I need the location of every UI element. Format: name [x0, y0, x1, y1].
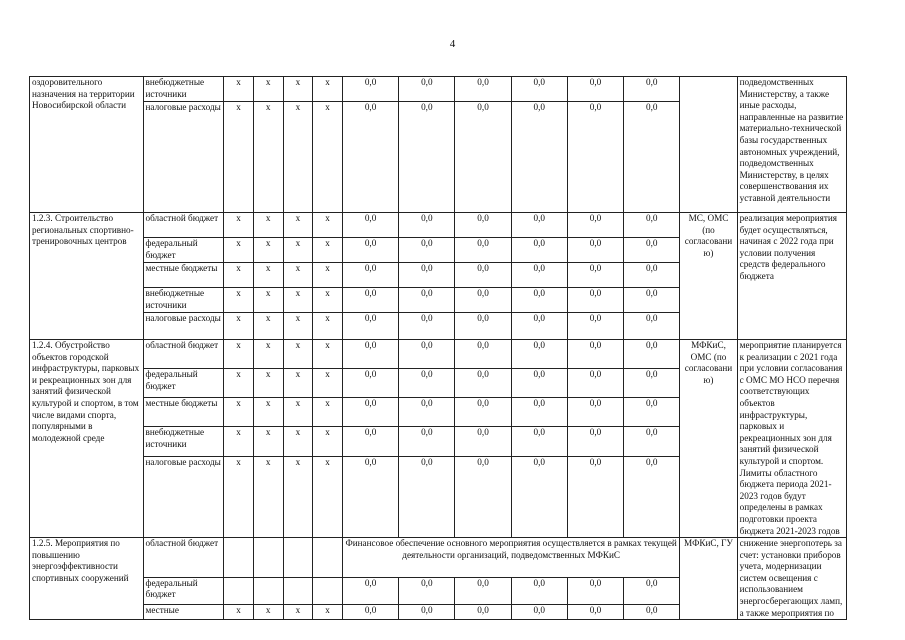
amount-value: 0,0: [567, 313, 623, 340]
empty-cell: [313, 577, 343, 604]
amount-value: 0,0: [567, 263, 623, 288]
page-number: 4: [449, 38, 456, 50]
amount-value: 0,0: [511, 427, 567, 456]
x-mark: x: [224, 313, 254, 340]
amount-value: 0,0: [455, 604, 511, 619]
empty-cell: [283, 577, 313, 604]
measure-name: оздоровительного назначения на территории Новосибирской области: [30, 77, 144, 213]
amount-value: 0,0: [342, 398, 398, 427]
amount-value: 0,0: [399, 77, 455, 102]
x-mark: x: [253, 369, 283, 398]
amount-value: 0,0: [511, 288, 567, 313]
funding-source: внебюджетные источники: [143, 288, 224, 313]
amount-value: 0,0: [624, 288, 680, 313]
measure-name: 1.2.5. Мероприятия по повышению энергоэффективности спортивных сооружений: [30, 538, 144, 620]
amount-value: 0,0: [342, 263, 398, 288]
amount-value: 0,0: [455, 288, 511, 313]
x-mark: x: [313, 263, 343, 288]
amount-value: 0,0: [399, 577, 455, 604]
amount-value: 0,0: [455, 577, 511, 604]
financing-note: Финансовое обеспечение основного мероприятия осуществляется в рамках текущей деятельности организаций, подведомственных МФКиС: [342, 538, 679, 577]
x-mark: x: [253, 238, 283, 263]
amount-value: 0,0: [624, 102, 680, 213]
amount-value: 0,0: [342, 577, 398, 604]
amount-value: 0,0: [455, 427, 511, 456]
x-mark: x: [313, 427, 343, 456]
x-mark: x: [283, 369, 313, 398]
amount-value: 0,0: [624, 398, 680, 427]
amount-value: 0,0: [342, 340, 398, 369]
note-text: снижение энергопотерь за счет: установки приборов учета, модернизации систем освещения с использованием энергосберегающих ламп, а также мероприятия по: [737, 538, 846, 620]
amount-value: 0,0: [399, 340, 455, 369]
amount-value: 0,0: [624, 213, 680, 238]
x-mark: x: [224, 102, 254, 213]
x-mark: x: [224, 340, 254, 369]
amount-value: 0,0: [567, 604, 623, 619]
x-mark: x: [224, 427, 254, 456]
amount-value: 0,0: [455, 263, 511, 288]
x-mark: x: [253, 77, 283, 102]
x-mark: x: [283, 288, 313, 313]
x-mark: x: [253, 102, 283, 213]
x-mark: x: [224, 213, 254, 238]
x-mark: x: [253, 456, 283, 538]
amount-value: 0,0: [624, 263, 680, 288]
amount-value: 0,0: [342, 456, 398, 538]
amount-value: 0,0: [455, 313, 511, 340]
measure-name: 1.2.4. Обустройство объектов городской инфраструктуры, парковых и рекреационных зон для занятий физической культурой и спортом, в том числе видами спорта, популярными в молодежной среде: [30, 340, 144, 538]
amount-value: 0,0: [399, 313, 455, 340]
amount-value: 0,0: [455, 102, 511, 213]
table-row: [30, 538, 847, 577]
x-mark: x: [253, 427, 283, 456]
x-mark: x: [224, 288, 254, 313]
x-mark: x: [283, 398, 313, 427]
amount-value: 0,0: [342, 288, 398, 313]
amount-value: 0,0: [511, 577, 567, 604]
amount-value: 0,0: [455, 340, 511, 369]
amount-value: 0,0: [342, 102, 398, 213]
amount-value: 0,0: [399, 369, 455, 398]
amount-value: 0,0: [342, 213, 398, 238]
executor-cell: МФКиС, ГУ: [680, 538, 737, 620]
x-mark: x: [283, 456, 313, 538]
amount-value: 0,0: [567, 427, 623, 456]
measure-name: 1.2.3. Строительство региональных спортивно-тренировочных центров: [30, 213, 144, 340]
note-text: реализация мероприятия будет осуществляться, начиная с 2022 года при условии получения средств федерального бюджета: [737, 213, 846, 340]
x-mark: x: [283, 604, 313, 619]
amount-value: 0,0: [342, 313, 398, 340]
x-mark: x: [283, 102, 313, 213]
x-mark: x: [313, 398, 343, 427]
x-mark: x: [283, 340, 313, 369]
empty-cell: [224, 538, 254, 577]
x-mark: x: [283, 238, 313, 263]
funding-source: местные: [143, 604, 224, 619]
x-mark: x: [253, 398, 283, 427]
amount-value: 0,0: [567, 340, 623, 369]
amount-value: 0,0: [567, 369, 623, 398]
x-mark: x: [313, 369, 343, 398]
amount-value: 0,0: [455, 238, 511, 263]
x-mark: x: [283, 213, 313, 238]
amount-value: 0,0: [567, 288, 623, 313]
amount-value: 0,0: [455, 456, 511, 538]
table-row: [30, 77, 847, 102]
amount-value: 0,0: [511, 398, 567, 427]
x-mark: x: [313, 456, 343, 538]
x-mark: x: [313, 238, 343, 263]
amount-value: 0,0: [624, 313, 680, 340]
empty-cell: [253, 577, 283, 604]
amount-value: 0,0: [567, 238, 623, 263]
empty-cell: [313, 538, 343, 577]
amount-value: 0,0: [455, 77, 511, 102]
funding-source: федеральный бюджет: [143, 238, 224, 263]
amount-value: 0,0: [511, 313, 567, 340]
x-mark: x: [313, 77, 343, 102]
amount-value: 0,0: [399, 102, 455, 213]
amount-value: 0,0: [567, 456, 623, 538]
amount-value: 0,0: [624, 77, 680, 102]
x-mark: x: [313, 213, 343, 238]
amount-value: 0,0: [342, 369, 398, 398]
amount-value: 0,0: [624, 238, 680, 263]
empty-cell: [253, 538, 283, 577]
funding-source: федеральный бюджет: [143, 369, 224, 398]
amount-value: 0,0: [399, 427, 455, 456]
amount-value: 0,0: [624, 427, 680, 456]
amount-value: 0,0: [511, 604, 567, 619]
amount-value: 0,0: [342, 427, 398, 456]
amount-value: 0,0: [399, 263, 455, 288]
amount-value: 0,0: [511, 263, 567, 288]
funding-source: налоговые расходы: [143, 313, 224, 340]
amount-value: 0,0: [399, 213, 455, 238]
amount-value: 0,0: [624, 369, 680, 398]
x-mark: x: [283, 427, 313, 456]
funding-source: налоговые расходы: [143, 102, 224, 213]
executor-cell: [680, 77, 737, 213]
x-mark: x: [224, 456, 254, 538]
x-mark: x: [283, 263, 313, 288]
amount-value: 0,0: [511, 369, 567, 398]
amount-value: 0,0: [567, 77, 623, 102]
x-mark: x: [253, 263, 283, 288]
amount-value: 0,0: [342, 77, 398, 102]
amount-value: 0,0: [455, 213, 511, 238]
x-mark: x: [253, 313, 283, 340]
table-row: [30, 340, 847, 369]
empty-cell: [283, 538, 313, 577]
x-mark: x: [313, 288, 343, 313]
note-text: подведомственных Министерству, а также иные расходы, направленные на развитие материально-технической базы государственных автономных учреждений, подведомственных Министерству, в целях совершенствования их уставной деятельности: [737, 77, 846, 213]
x-mark: x: [224, 238, 254, 263]
x-mark: x: [253, 604, 283, 619]
x-mark: x: [224, 77, 254, 102]
funding-source: местные бюджеты: [143, 263, 224, 288]
amount-value: 0,0: [511, 102, 567, 213]
funding-source: внебюджетные источники: [143, 77, 224, 102]
x-mark: x: [253, 340, 283, 369]
x-mark: x: [224, 369, 254, 398]
funding-source: местные бюджеты: [143, 398, 224, 427]
amount-value: 0,0: [455, 369, 511, 398]
x-mark: x: [224, 398, 254, 427]
amount-value: 0,0: [399, 398, 455, 427]
funding-source: областной бюджет: [143, 538, 224, 577]
amount-value: 0,0: [624, 577, 680, 604]
amount-value: 0,0: [511, 213, 567, 238]
x-mark: x: [313, 604, 343, 619]
executor-cell: МС, ОМС (по согласованию): [680, 213, 737, 340]
note-text: мероприятие планируется к реализации с 2021 года при условии согласования с ОМС МО НСО перечня соответствующих объектов инфраструктуры, парковых и рекреационных зон для занятий физической культурой и спортом. Лимиты областного бюджета периода 2021-2023 годов будут определены в рамках подготовки проекта бюджета 2021-2023 годов: [737, 340, 846, 538]
x-mark: x: [253, 213, 283, 238]
amount-value: 0,0: [511, 340, 567, 369]
amount-value: 0,0: [342, 238, 398, 263]
amount-value: 0,0: [567, 398, 623, 427]
funding-source: областной бюджет: [143, 213, 224, 238]
empty-cell: [224, 577, 254, 604]
amount-value: 0,0: [511, 238, 567, 263]
x-mark: x: [313, 313, 343, 340]
x-mark: x: [283, 313, 313, 340]
x-mark: x: [224, 263, 254, 288]
x-mark: x: [224, 604, 254, 619]
x-mark: x: [313, 340, 343, 369]
funding-source: федеральный бюджет: [143, 577, 224, 604]
amount-value: 0,0: [624, 340, 680, 369]
executor-cell: МФКиС, ОМС (по согласованию): [680, 340, 737, 538]
program-measures-table: [29, 76, 847, 620]
amount-value: 0,0: [567, 213, 623, 238]
amount-value: 0,0: [511, 456, 567, 538]
amount-value: 0,0: [342, 604, 398, 619]
x-mark: x: [313, 102, 343, 213]
amount-value: 0,0: [567, 102, 623, 213]
amount-value: 0,0: [624, 604, 680, 619]
x-mark: x: [253, 288, 283, 313]
table-row: [30, 213, 847, 238]
funding-source: внебюджетные источники: [143, 427, 224, 456]
amount-value: 0,0: [624, 456, 680, 538]
amount-value: 0,0: [399, 288, 455, 313]
amount-value: 0,0: [399, 456, 455, 538]
x-mark: x: [283, 77, 313, 102]
funding-source: областной бюджет: [143, 340, 224, 369]
funding-source: налоговые расходы: [143, 456, 224, 538]
amount-value: 0,0: [399, 238, 455, 263]
amount-value: 0,0: [511, 77, 567, 102]
amount-value: 0,0: [399, 604, 455, 619]
amount-value: 0,0: [455, 398, 511, 427]
amount-value: 0,0: [567, 577, 623, 604]
